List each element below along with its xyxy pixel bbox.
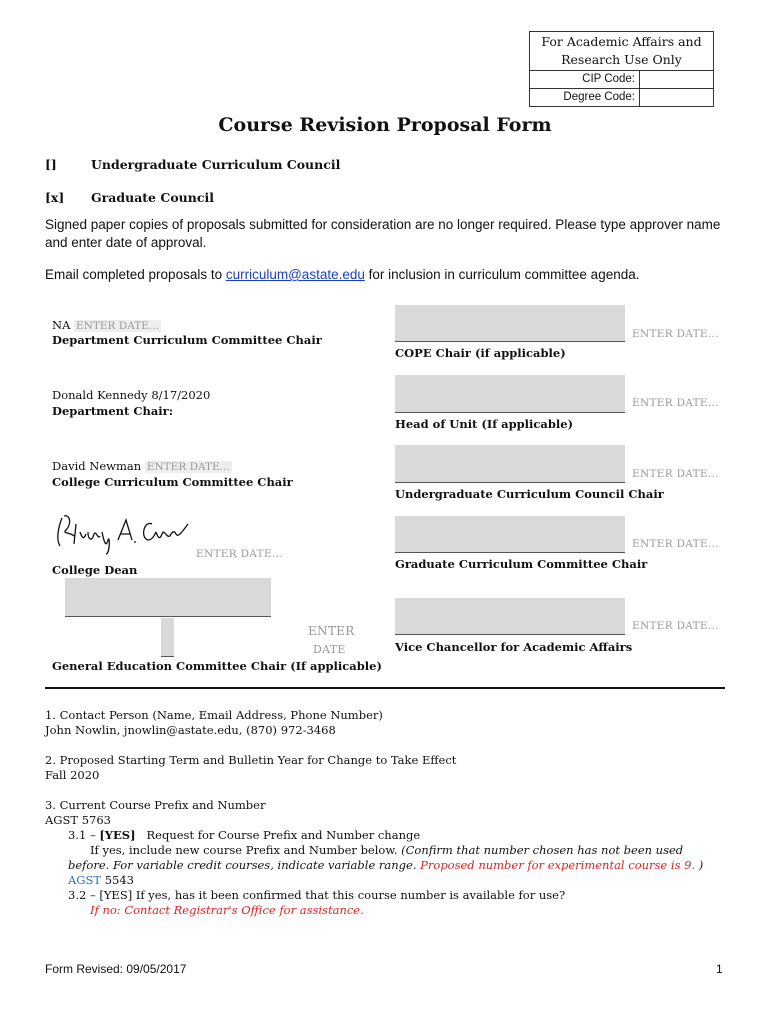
cope-chair-signature-field[interactable] xyxy=(395,305,625,342)
gen-ed-chair-date-part1[interactable]: ENTER xyxy=(308,624,355,638)
vc-academic-affairs-date[interactable]: ENTER DATE... xyxy=(632,620,719,632)
email-link[interactable]: curriculum@astate.edu xyxy=(225,267,365,282)
use-only-heading: For Academic Affairs and Research Use Only xyxy=(530,32,713,71)
degree-code-label: Degree Code: xyxy=(530,89,640,106)
email-instructions xyxy=(45,266,725,284)
dept-cc-chair-name: NA xyxy=(52,318,71,332)
current-course-value[interactable]: AGST 5763 xyxy=(45,813,111,827)
starting-term-value[interactable]: Fall 2020 xyxy=(45,768,100,782)
college-dean-role: College Dean xyxy=(52,563,138,577)
grad-cc-chair-role: Graduate Curriculum Committee Chair xyxy=(395,557,648,571)
cope-chair-date[interactable]: ENTER DATE... xyxy=(632,328,719,340)
council-ucc-label: Undergraduate Curriculum Council xyxy=(91,157,341,172)
gen-ed-chair-date-part2[interactable]: DATE xyxy=(313,643,346,656)
form-revised-date: Form Revised: 09/05/2017 xyxy=(45,962,187,976)
current-course-label: 3. Current Course Prefix and Number xyxy=(45,798,266,812)
ucc-chair-signature-field[interactable] xyxy=(395,445,625,483)
new-course-number[interactable] xyxy=(68,873,718,888)
council-graduate-label: Graduate Council xyxy=(91,190,214,205)
college-cc-chair-date[interactable]: ENTER DATE... xyxy=(146,461,230,473)
email-text-after: for inclusion in curriculum committee agenda. xyxy=(364,267,640,282)
section-3-1 xyxy=(68,828,718,918)
contact-person-label: 1. Contact Person (Name, Email Address, Phone Number) xyxy=(45,708,383,722)
dept-chair-role: Department Chair: xyxy=(52,404,173,418)
dept-cc-chair-entry xyxy=(52,318,161,332)
section-3-1-text: Request for Course Prefix and Number change xyxy=(146,828,421,842)
council-graduate-checkbox[interactable]: [x] xyxy=(45,190,65,205)
section-3-1-instructions xyxy=(68,843,718,873)
ucc-chair-date[interactable]: ENTER DATE... xyxy=(632,468,719,480)
grad-cc-chair-signature-field[interactable] xyxy=(395,516,625,553)
cip-code-label: CIP Code: xyxy=(530,71,640,88)
academic-use-box xyxy=(529,31,714,107)
section-3-1-instr-italic: (Confirm that number chosen has not been used before. For variable credit courses, indicate variable range. xyxy=(68,843,684,872)
gen-ed-chair-signature-field[interactable] xyxy=(65,578,271,617)
gen-ed-chair-signature-field-overflow[interactable] xyxy=(161,618,174,657)
grad-cc-chair-date[interactable]: ENTER DATE... xyxy=(632,538,719,550)
college-cc-chair-role: College Curriculum Committee Chair xyxy=(52,475,293,489)
gen-ed-chair-role: General Education Committee Chair (If applicable) xyxy=(52,659,382,673)
section-3 xyxy=(45,798,725,828)
college-cc-chair-entry xyxy=(52,459,232,473)
section-3-1-instr: If yes, include new course Prefix and Number below. xyxy=(90,843,402,857)
dept-chair-name: Donald Kennedy 8/17/2020 xyxy=(52,388,211,402)
council-ucc-checkbox[interactable]: [] xyxy=(45,157,57,172)
registrar-note: If no: Contact Registrar's Office for assistance. xyxy=(90,903,364,917)
email-text-before: Email completed proposals to xyxy=(45,267,226,282)
new-course-prefix: AGST xyxy=(68,873,102,887)
head-of-unit-date[interactable]: ENTER DATE... xyxy=(632,397,719,409)
cip-code-field[interactable] xyxy=(640,71,713,88)
instructions-text: Signed paper copies of proposals submitted for consideration are no longer required. Please type approver name and enter date of approval. xyxy=(45,217,721,250)
head-of-unit-role: Head of Unit (If applicable) xyxy=(395,417,574,431)
section-3-2-text: 3.2 – [YES] If yes, has it been confirmed that this course number is available for use? xyxy=(68,888,566,902)
college-cc-chair-name: David Newman xyxy=(52,459,142,473)
section-divider xyxy=(45,687,725,689)
dept-cc-chair-date[interactable]: ENTER DATE... xyxy=(76,320,159,332)
section-1 xyxy=(45,708,725,738)
experimental-note: Proposed number for experimental course is 9. xyxy=(420,858,696,872)
section-3-1-heading xyxy=(68,828,718,843)
degree-code-row xyxy=(530,89,713,106)
page-title: Course Revision Proposal Form xyxy=(218,114,552,136)
dept-cc-chair-role: Department Curriculum Committee Chair xyxy=(52,333,322,347)
college-dean-date[interactable]: ENTER DATE... xyxy=(196,548,283,560)
starting-term-label: 2. Proposed Starting Term and Bulletin Year for Change to Take Effect xyxy=(45,753,457,767)
section-3-1-instr-end: ) xyxy=(695,858,704,872)
cope-chair-role: COPE Chair (if applicable) xyxy=(395,346,566,360)
section-2 xyxy=(45,753,725,783)
section-3-1-prefix: 3.1 – xyxy=(68,828,100,842)
ucc-chair-role: Undergraduate Curriculum Council Chair xyxy=(395,487,664,501)
head-of-unit-signature-field[interactable] xyxy=(395,375,625,413)
contact-person-value[interactable]: John Nowlin, jnowlin@astate.edu, (870) 972-3468 xyxy=(45,723,336,737)
page-number: 1 xyxy=(716,962,723,976)
new-course-number-value: 5543 xyxy=(101,873,134,887)
vc-academic-affairs-role: Vice Chancellor for Academic Affairs xyxy=(395,640,633,654)
degree-code-field[interactable] xyxy=(640,89,713,106)
vc-academic-affairs-signature-field[interactable] xyxy=(395,598,625,635)
dean-signature-image xyxy=(52,510,192,555)
cip-code-row xyxy=(530,71,713,89)
section-3-1-yes[interactable]: [YES] xyxy=(99,828,136,842)
